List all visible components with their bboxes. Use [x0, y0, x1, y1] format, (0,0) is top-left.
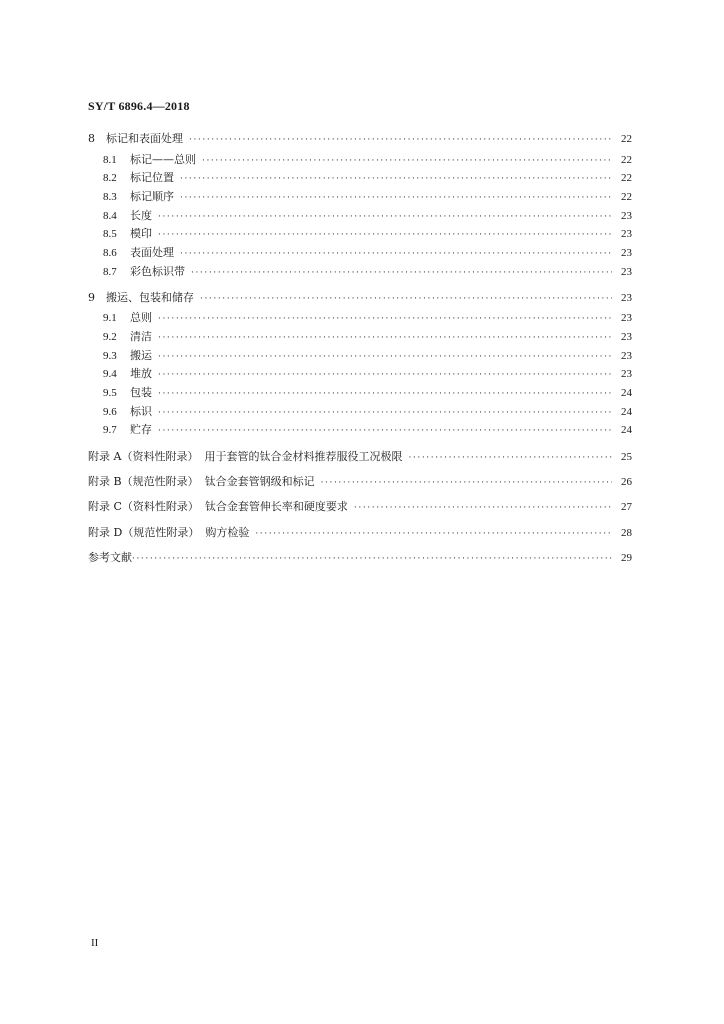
toc-title — [88, 520, 249, 545]
toc-title: 彩色标识带 — [130, 264, 185, 278]
toc-number: 8.6 — [103, 247, 117, 260]
annex-label: 附录 A（资料性附录） — [88, 450, 199, 463]
toc-section-8-7[interactable] — [88, 263, 632, 282]
toc-page-number: 24 — [621, 424, 632, 437]
toc-title — [88, 444, 402, 469]
toc-title — [88, 469, 315, 494]
toc-title: 标记——总则 — [130, 152, 196, 166]
toc-title: 搬运、包装和储存 — [106, 290, 194, 304]
toc-chapter-8[interactable] — [88, 130, 632, 149]
toc-number: 8.5 — [103, 228, 117, 241]
toc-annex-d[interactable] — [88, 520, 632, 545]
toc-number: 9.7 — [103, 424, 117, 437]
toc-section-9-6[interactable] — [88, 403, 632, 422]
toc-number: 9.1 — [103, 312, 117, 325]
dot-leader — [191, 264, 612, 283]
toc-title: 模印 — [130, 227, 152, 241]
toc-title: 包装 — [130, 385, 152, 399]
table-of-contents — [88, 130, 632, 570]
dot-leader — [158, 385, 612, 404]
toc-page-number: 22 — [621, 133, 632, 145]
toc-number: 9 — [88, 290, 95, 304]
toc-page-number: 23 — [621, 265, 632, 278]
toc-title: 堆放 — [130, 367, 152, 381]
dot-leader — [158, 208, 612, 227]
toc-section-8-1[interactable] — [88, 151, 632, 170]
toc-section-9-1[interactable] — [88, 309, 632, 328]
annex-title: 钛合金套管伸长率和硬度要求 — [204, 500, 348, 514]
dot-leader — [158, 404, 612, 423]
toc-number: 8 — [88, 132, 95, 145]
toc-number: 9.5 — [103, 386, 117, 399]
toc-section-8-3[interactable] — [88, 188, 632, 207]
annex-title: 购方检验 — [205, 525, 250, 539]
toc-number: 9.4 — [103, 368, 117, 381]
toc-page-number: 22 — [621, 191, 632, 204]
dot-leader — [180, 245, 612, 264]
toc-title: 清洁 — [130, 329, 152, 343]
toc-number: 8.7 — [103, 265, 117, 278]
toc-page-number: 26 — [621, 476, 632, 489]
toc-page-number: 23 — [621, 312, 632, 325]
toc-page-number: 23 — [621, 247, 632, 260]
toc-page-number: 22 — [621, 153, 632, 166]
toc-number: 8.3 — [103, 191, 117, 204]
toc-page-number: 24 — [621, 386, 632, 399]
standard-number: SY/T 6896.4—2018 — [88, 99, 190, 113]
toc-page-number: 23 — [621, 291, 632, 304]
toc-section-9-7[interactable] — [88, 421, 632, 440]
dot-leader — [158, 422, 612, 441]
dot-leader — [158, 366, 612, 385]
toc-title: 总则 — [130, 311, 152, 325]
toc-page-number: 28 — [621, 526, 632, 539]
annex-title: 用于套管的钛合金材料推荐服役工况极限 — [204, 450, 403, 463]
toc-title: 参考文献 — [88, 550, 132, 564]
dot-leader — [354, 496, 612, 521]
dot-leader — [189, 131, 612, 150]
toc-title: 标记位置 — [130, 171, 174, 185]
toc-number: 9.3 — [103, 349, 117, 362]
annex-label: 附录 D（规范性附录） — [88, 525, 200, 539]
toc-page-number: 23 — [621, 349, 632, 362]
toc-section-9-3[interactable] — [88, 347, 632, 366]
toc-references[interactable] — [88, 545, 632, 570]
toc-annex-b[interactable] — [88, 469, 632, 494]
toc-section-9-4[interactable] — [88, 365, 632, 384]
toc-annex-a[interactable] — [88, 444, 632, 469]
toc-page-number: 23 — [621, 228, 632, 241]
toc-section-9-2[interactable] — [88, 328, 632, 347]
toc-number: 9.2 — [103, 330, 117, 343]
dot-leader — [132, 547, 612, 572]
toc-title: 贮存 — [130, 423, 152, 437]
toc-page-number: 23 — [621, 368, 632, 381]
toc-section-8-2[interactable] — [88, 169, 632, 188]
dot-leader — [180, 189, 612, 208]
toc-section-8-4[interactable] — [88, 207, 632, 226]
toc-number: 8.4 — [103, 209, 117, 222]
dot-leader — [158, 348, 612, 367]
toc-title: 标记和表面处理 — [106, 132, 183, 145]
toc-page-number: 25 — [621, 451, 632, 463]
toc-page-number: 22 — [621, 172, 632, 185]
toc-title — [88, 494, 348, 519]
dot-leader — [408, 446, 612, 471]
toc-title: 长度 — [130, 208, 152, 222]
dot-leader — [321, 471, 612, 496]
dot-leader — [255, 522, 612, 547]
annex-title: 钛合金套管钢级和标记 — [204, 475, 315, 489]
toc-annex-c[interactable] — [88, 494, 632, 519]
dot-leader — [200, 290, 612, 309]
dot-leader — [158, 226, 612, 245]
toc-page-number: 29 — [621, 551, 632, 564]
toc-chapter-9[interactable] — [88, 289, 632, 308]
annex-label: 附录 C（资料性附录） — [88, 500, 199, 514]
toc-number: 8.2 — [103, 172, 117, 185]
toc-title: 标识 — [130, 404, 152, 418]
toc-page-number: 27 — [621, 501, 632, 514]
dot-leader — [202, 152, 612, 171]
toc-title: 表面处理 — [130, 246, 174, 260]
dot-leader — [158, 310, 612, 329]
toc-page-number: 23 — [621, 330, 632, 343]
footer-page-number: II — [91, 937, 99, 949]
toc-title: 标记顺序 — [130, 190, 174, 204]
toc-page-number: 23 — [621, 209, 632, 222]
toc-page-number: 24 — [621, 405, 632, 418]
annex-label: 附录 B（规范性附录） — [88, 475, 199, 489]
dot-leader — [158, 329, 612, 348]
toc-section-9-5[interactable] — [88, 384, 632, 403]
toc-number: 9.6 — [103, 405, 117, 418]
toc-section-8-5[interactable] — [88, 225, 632, 244]
dot-leader — [180, 170, 612, 189]
toc-section-8-6[interactable] — [88, 244, 632, 263]
toc-number: 8.1 — [103, 153, 117, 166]
toc-title: 搬运 — [130, 348, 152, 362]
